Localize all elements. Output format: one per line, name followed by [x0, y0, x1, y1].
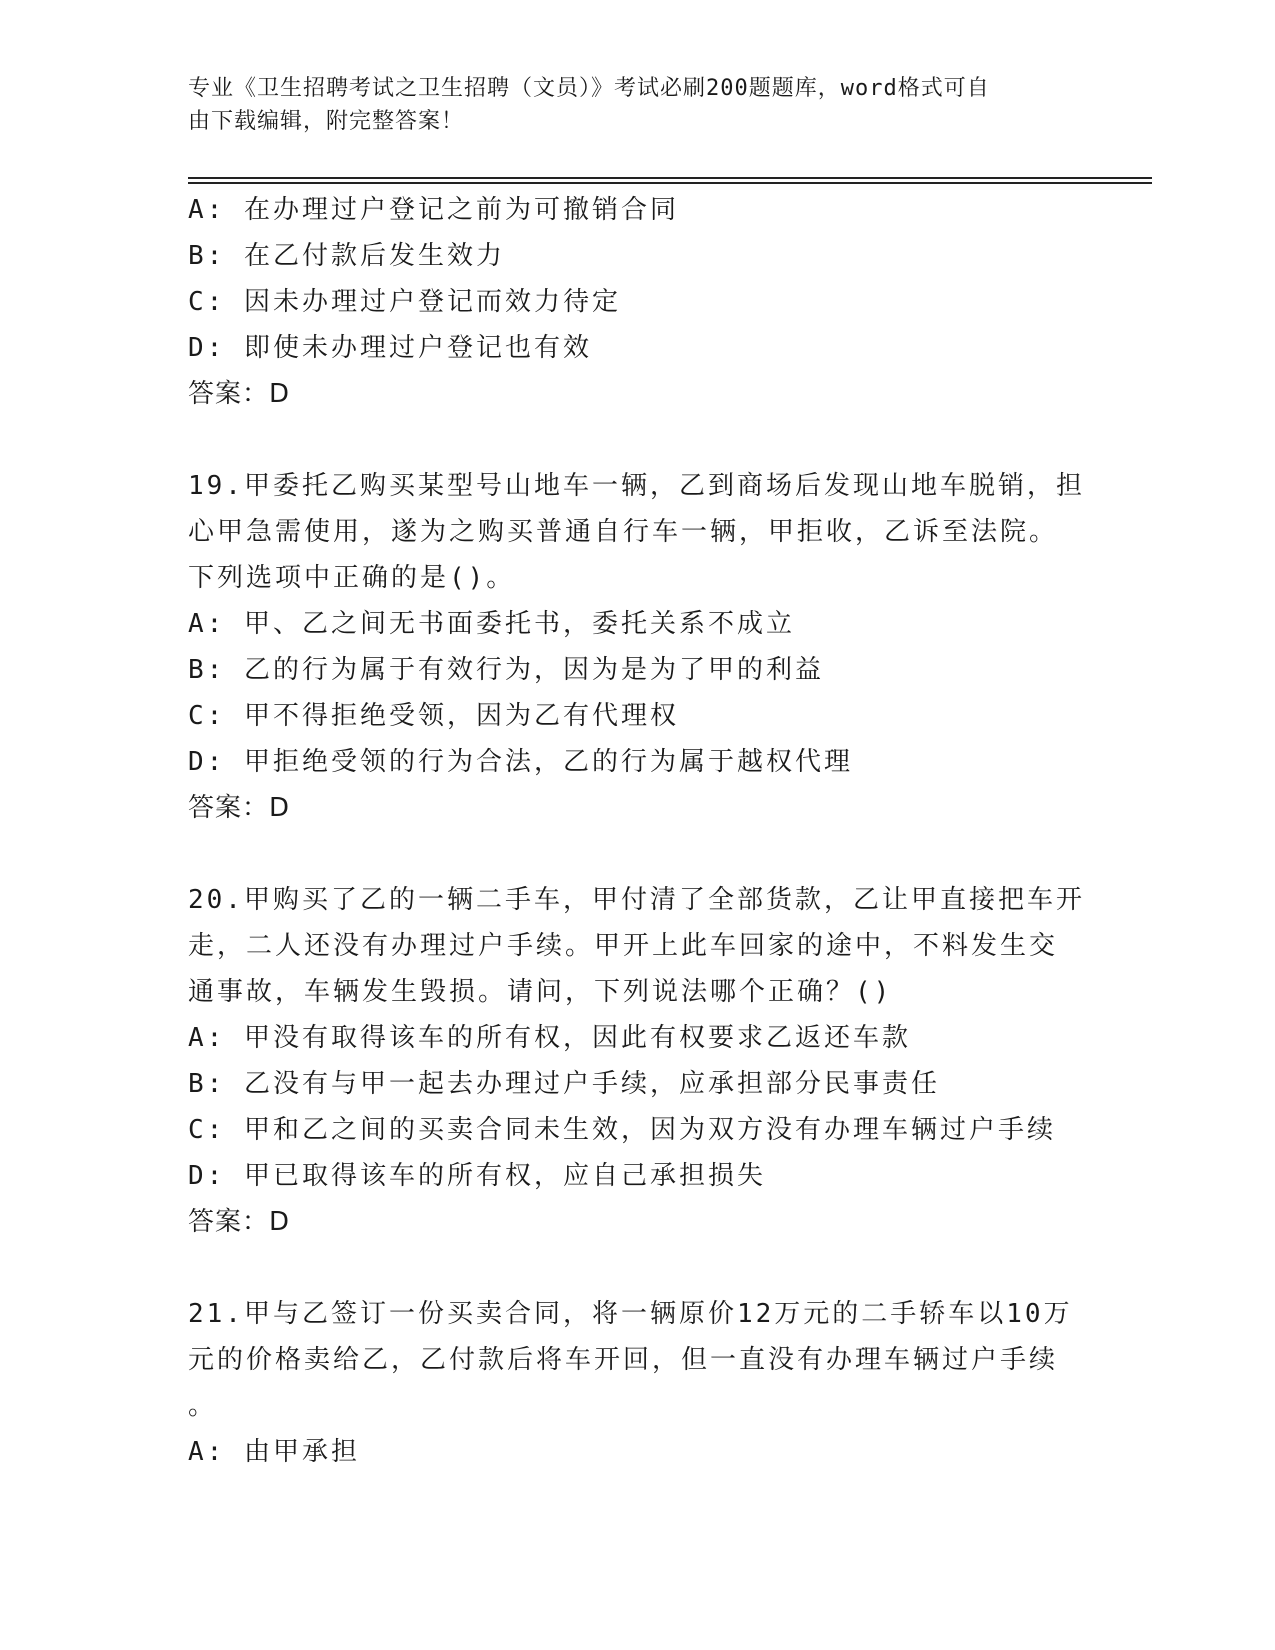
document-header: [188, 72, 1068, 138]
question-18-continued: [188, 187, 1088, 417]
option-c: C: 甲和乙之间的买卖合同未生效，因为双方没有办理车辆过户手续: [188, 1115, 1056, 1145]
question-text-line: 元的价格卖给乙，乙付款后将车开回，但一直没有办理车辆过户手续: [188, 1345, 1059, 1375]
option-b: B: 在乙付款后发生效力: [188, 241, 505, 271]
option-b: B: 乙没有与甲一起去办理过户手续，应承担部分民事责任: [188, 1069, 940, 1099]
answer-line: 答案：D: [188, 379, 291, 409]
answer-line: 答案：D: [188, 1207, 291, 1237]
option-c: C: 因未办理过户登记而效力待定: [188, 287, 621, 317]
question-text-line: 。: [188, 1391, 218, 1421]
question-text-line: 20.甲购买了乙的一辆二手车，甲付清了全部货款，乙让甲直接把车开: [188, 885, 1085, 915]
question-20: [188, 877, 1088, 1245]
question-text-line: 走，二人还没有办理过户手续。甲开上此车回家的途中，不料发生交: [188, 931, 1059, 961]
option-a: A: 在办理过户登记之前为可撤销合同: [188, 195, 679, 225]
question-text-line: 通事故，车辆发生毁损。请问，下列说法哪个正确？(): [188, 977, 893, 1007]
option-d: D: 甲拒绝受领的行为合法，乙的行为属于越权代理: [188, 747, 853, 777]
option-a: A: 由甲承担: [188, 1437, 360, 1467]
option-a: A: 甲没有取得该车的所有权，因此有权要求乙返还车款: [188, 1023, 911, 1053]
question-19: [188, 463, 1088, 831]
question-spacer: [188, 831, 1088, 877]
header-line-1: 专业《卫生招聘考试之卫生招聘（文员）》考试必刷200题题库，word格式可自: [188, 76, 990, 101]
question-21: [188, 1291, 1088, 1475]
header-divider-bottom: [188, 182, 1152, 184]
question-text-line: 21.甲与乙签订一份买卖合同，将一辆原价12万元的二手轿车以10万: [188, 1299, 1073, 1329]
option-d: D: 甲已取得该车的所有权，应自己承担损失: [188, 1161, 766, 1191]
question-text-line: 下列选项中正确的是()。: [188, 563, 516, 593]
question-spacer: [188, 417, 1088, 463]
option-b: B: 乙的行为属于有效行为，因为是为了甲的利益: [188, 655, 824, 685]
header-line-2: 由下载编辑，附完整答案！: [188, 109, 465, 134]
question-spacer: [188, 1245, 1088, 1291]
question-text-line: 心甲急需使用，遂为之购买普通自行车一辆，甲拒收，乙诉至法院。: [188, 517, 1059, 547]
option-c: C: 甲不得拒绝受领，因为乙有代理权: [188, 701, 679, 731]
option-a: A: 甲、乙之间无书面委托书，委托关系不成立: [188, 609, 795, 639]
question-text-line: 19.甲委托乙购买某型号山地车一辆，乙到商场后发现山地车脱销，担: [188, 471, 1085, 501]
answer-line: 答案：D: [188, 793, 291, 823]
question-list: [188, 187, 1088, 1475]
option-d: D: 即使未办理过户登记也有效: [188, 333, 592, 363]
header-divider-top: [188, 177, 1152, 179]
